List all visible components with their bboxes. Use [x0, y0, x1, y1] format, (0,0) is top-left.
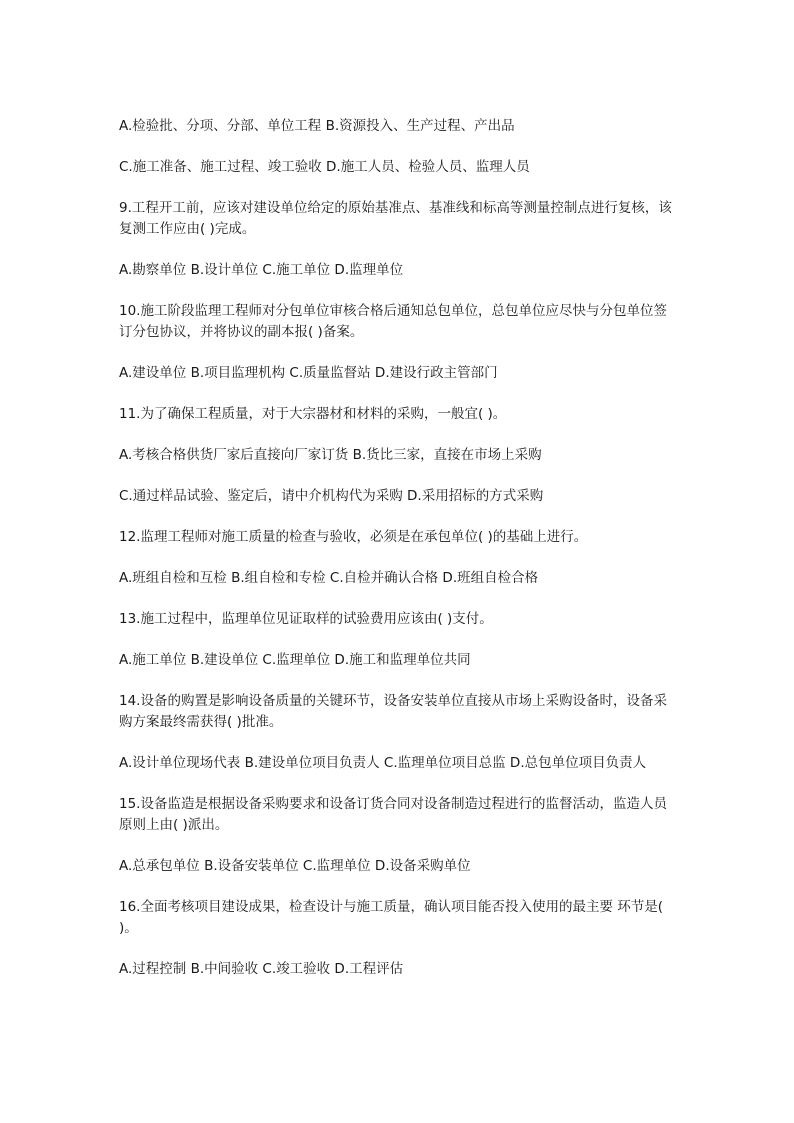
options-line: A.总承包单位 B.设备安装单位 C.监理单位 D.设备采购单位	[119, 858, 471, 874]
options-line: A.施工单位 B.建设单位 C.监理单位 D.施工和监理单位共同	[119, 652, 471, 668]
question-12: 12.监理工程师对施工质量的检查与验收，必须是在承包单位( )的基础上进行。	[119, 529, 588, 545]
options-line: A.建设单位 B.项目监理机构 C.质量监督站 D.建设行政主管部门	[119, 365, 498, 381]
question-16: 16.全面考核项目建设成果，检查设计与施工质量，确认项目能否投入使用的最主要 环节是( )。	[119, 899, 664, 936]
question-14: 14.设备的购置是影响设备质量的关键环节，设备安装单位直接从市场上采购设备时，设备采购方案最终需获得( )批准。	[119, 693, 667, 730]
options-line: A.班组自检和互检 B.组自检和专检 C.自检并确认合格 D.班组自检合格	[119, 570, 539, 586]
question-9: 9.工程开工前，应该对建设单位给定的原始基准点、基准线和标高等测量控制点进行复核，该复测工作应由( )完成。	[119, 200, 672, 237]
options-line: A.过程控制 B.中间验收 C.竣工验收 D.工程评估	[119, 961, 404, 977]
question-11: 11.为了确保工程质量，对于大宗器材和材料的采购，一般宜( )。	[119, 406, 507, 422]
question-10: 10.施工阶段监理工程师对分包单位审核合格后通知总包单位，总包单位应尽快与分包单位签订分包协议，并将协议的副本报( )备案。	[119, 303, 667, 340]
options-line: A.检验批、分项、分部、单位工程 B.资源投入、生产过程、产出品	[119, 118, 515, 134]
options-line: A.考核合格供货厂家后直接向厂家订货 B.货比三家，直接在市场上采购	[119, 447, 542, 463]
question-15: 15.设备监造是根据设备采购要求和设备订货合同对设备制造过程进行的监督活动，监造人员原则上由( )派出。	[119, 796, 667, 833]
question-13: 13.施工过程中，监理单位见证取样的试验费用应该由( )支付。	[119, 611, 493, 627]
options-line: A.勘察单位 B.设计单位 C.施工单位 D.监理单位	[119, 262, 404, 278]
options-line: C.施工准备、施工过程、竣工验收 D.施工人员、检验人员、监理人员	[119, 159, 530, 175]
document-page	[119, 116, 679, 1000]
options-line: C.通过样品试验、鉴定后，请中介机构代为采购 D.采用招标的方式采购	[119, 488, 544, 504]
options-line: A.设计单位现场代表 B.建设单位项目负责人 C.监理单位项目总监 D.总包单位项目负责人	[119, 755, 647, 771]
